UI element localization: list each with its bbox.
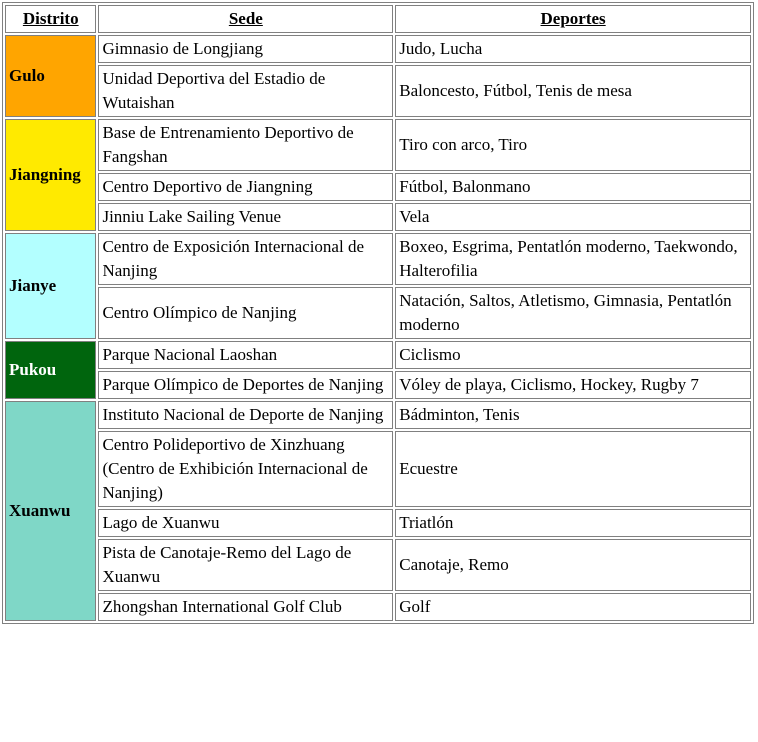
header-sports: Deportes xyxy=(395,5,751,33)
sports-cell: Bádminton, Tenis xyxy=(395,401,751,429)
table-row xyxy=(5,539,751,591)
venue-cell: Parque Olímpico de Deportes de Nanjing xyxy=(98,371,393,399)
table-row xyxy=(5,341,751,369)
sports-cell: Ecuestre xyxy=(395,431,751,507)
venue-cell: Base de Entrenamiento Deportivo de Fangshan xyxy=(98,119,393,171)
venue-cell: Pista de Canotaje-Remo del Lago de Xuanwu xyxy=(98,539,393,591)
table-row xyxy=(5,65,751,117)
table-row xyxy=(5,593,751,621)
table-row xyxy=(5,233,751,285)
venue-cell: Instituto Nacional de Deporte de Nanjing xyxy=(98,401,393,429)
venue-cell: Gimnasio de Longjiang xyxy=(98,35,393,63)
venue-cell: Centro Deportivo de Jiangning xyxy=(98,173,393,201)
venue-cell: Lago de Xuanwu xyxy=(98,509,393,537)
table-body xyxy=(5,35,751,621)
table-row xyxy=(5,203,751,231)
table-row xyxy=(5,173,751,201)
venue-cell: Centro Olímpico de Nanjing xyxy=(98,287,393,339)
sports-cell: Vela xyxy=(395,203,751,231)
sports-cell: Baloncesto, Fútbol, Tenis de mesa xyxy=(395,65,751,117)
sports-cell: Canotaje, Remo xyxy=(395,539,751,591)
venue-cell: Centro de Exposición Internacional de Nanjing xyxy=(98,233,393,285)
venue-cell: Zhongshan International Golf Club xyxy=(98,593,393,621)
sports-cell: Fútbol, Balonmano xyxy=(395,173,751,201)
table-row xyxy=(5,119,751,171)
sports-cell: Boxeo, Esgrima, Pentatlón moderno, Taekwondo, Halterofilia xyxy=(395,233,751,285)
venue-cell: Centro Polideportivo de Xinzhuang (Centro de Exhibición Internacional de Nanjing) xyxy=(98,431,393,507)
table-row xyxy=(5,287,751,339)
venue-cell: Parque Nacional Laoshan xyxy=(98,341,393,369)
table-row xyxy=(5,371,751,399)
venues-table xyxy=(2,2,754,624)
sports-cell: Triatlón xyxy=(395,509,751,537)
table-row xyxy=(5,509,751,537)
table-row xyxy=(5,401,751,429)
district-cell-xuanwu: Xuanwu xyxy=(5,401,96,621)
header-row xyxy=(5,5,751,33)
district-cell-jiangning: Jiangning xyxy=(5,119,96,231)
header-venue: Sede xyxy=(98,5,393,33)
sports-cell: Ciclismo xyxy=(395,341,751,369)
district-cell-pukou: Pukou xyxy=(5,341,96,399)
district-cell-jianye: Jianye xyxy=(5,233,96,339)
venue-cell: Unidad Deportiva del Estadio de Wutaishan xyxy=(98,65,393,117)
venue-cell: Jinniu Lake Sailing Venue xyxy=(98,203,393,231)
district-cell-gulo: Gulo xyxy=(5,35,96,117)
header-district: Distrito xyxy=(5,5,96,33)
sports-cell: Judo, Lucha xyxy=(395,35,751,63)
sports-cell: Tiro con arco, Tiro xyxy=(395,119,751,171)
sports-cell: Golf xyxy=(395,593,751,621)
table-row xyxy=(5,431,751,507)
sports-cell: Natación, Saltos, Atletismo, Gimnasia, Pentatlón moderno xyxy=(395,287,751,339)
table-row xyxy=(5,35,751,63)
sports-cell: Vóley de playa, Ciclismo, Hockey, Rugby 7 xyxy=(395,371,751,399)
